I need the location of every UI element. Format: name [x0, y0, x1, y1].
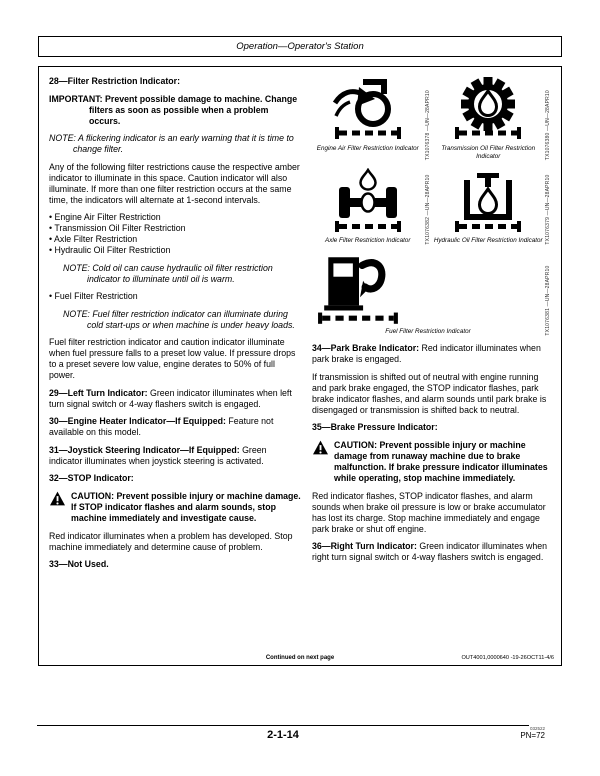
figure-engine-air-filter: [312, 76, 433, 160]
section-35-title: 35—Brake Pressure Indicator:: [312, 422, 438, 433]
list-item: • Fuel Filter Restriction: [49, 291, 301, 302]
hydraulic-oil-filter-icon: [449, 168, 527, 234]
figure-axle-filter: [312, 168, 433, 245]
note-flickering: NOTE: A flickering indicator is an early warning that it is time to change filter.: [49, 133, 294, 154]
paragraph-brake-pressure: Red indicator flashes, STOP indicator flashes, and alarm sounds when brake oil pressure is low or brake accumulator has lost its charge. Stop machine immediately and engage park brake or shut off engine.: [312, 490, 546, 534]
section-29: [49, 388, 301, 410]
figure-caption: Engine Air Filter Restriction Indicator: [316, 145, 419, 152]
section-33-title: 33—Not Used.: [49, 559, 109, 569]
figure-row-2: [312, 168, 553, 245]
continued-note: Continued on next page: [265, 655, 335, 661]
two-column-layout: [39, 67, 561, 579]
figure-id-code: TX1076382 —UN—28APR10: [424, 174, 431, 245]
figure-row-1: [312, 76, 553, 160]
caution-stop-indicator: [49, 491, 301, 524]
note-fuel-filter: NOTE: Fuel filter restriction indicator can illuminate during cold start-ups or when machine is under heavy loads.: [63, 308, 295, 330]
figure-row-3: [312, 253, 553, 336]
pn-number: PN=72: [520, 731, 545, 740]
section-29-label: 29—Left Turn Indicator:: [49, 387, 148, 398]
left-column: [49, 76, 301, 577]
section-31-text: Green indicator illuminates when joystick steering is activated.: [49, 444, 267, 466]
figure-caption: Transmission Oil Filter Restriction Indicator: [441, 145, 536, 160]
figure-id-code: TX1076381 —UN—28APR10: [545, 265, 551, 336]
section-34-label: 34—Park Brake Indicator:: [312, 343, 420, 354]
warning-triangle-icon: [312, 440, 329, 458]
warning-triangle-icon: [49, 491, 66, 509]
page-header-box: [38, 36, 562, 57]
section-30-label: 30—Engine Heater Indicator—If Equipped:: [49, 416, 226, 426]
figure-id-code: TX1076378 —UN—28APR10: [424, 90, 431, 161]
section-29-text: Green indicator illuminates when left turn signal switch or 4-way flashers switch is engaged.: [49, 387, 292, 409]
print-code: 032522: [529, 726, 545, 731]
figure-id-code: TX1076380 —UN—28APR10: [545, 90, 551, 161]
engine-air-filter-icon: [329, 76, 407, 142]
figure-transmission-oil-filter: [433, 76, 554, 160]
document-code: OUT4001,0000640 -19-26OCT11-4/6: [461, 655, 554, 661]
caution-brake-text: CAUTION: Prevent possible injury or machine damage from runaway machine due to brake malfunction. If brake pressure indicator illuminates while operating, stop machine immediately.: [334, 439, 548, 483]
footer-rule: [37, 725, 529, 726]
section-36-label: 36—Right Turn Indicator:: [312, 541, 417, 552]
section-31: [49, 445, 301, 467]
caution-brake-pressure: [312, 440, 553, 484]
figure-fuel-filter: [312, 253, 553, 336]
list-item: • Transmission Oil Filter Restriction: [49, 223, 301, 234]
paragraph-filter-restrictions: Any of the following filter restrictions cause the respective amber indicator to illuminate in this space. Caution indicator will also illuminate. If more than one filter restriction occurs at the same time, the indicators will alternate at 1-second intervals.: [49, 161, 300, 205]
figure-hydraulic-oil-filter: [433, 168, 554, 245]
section-30: [49, 416, 301, 438]
fuel-pump-icon: [316, 253, 402, 325]
list-item: • Engine Air Filter Restriction: [49, 212, 301, 223]
section-31-label: 31—Joystick Steering Indicator—If Equipped:: [49, 444, 240, 455]
section-36: [312, 541, 553, 563]
caution-stop-text: CAUTION: Prevent possible injury or machine damage. If STOP indicator flashes and alarm sounds, stop machine immediately and investigate cause.: [71, 490, 301, 523]
fuel-filter-list: [49, 291, 301, 302]
filter-restriction-list: [49, 212, 301, 256]
figure-id-code: TX1076379 —UN—28APR10: [545, 174, 551, 245]
pn-block: [520, 726, 545, 740]
section-28-title: 28—Filter Restriction Indicator:: [49, 76, 180, 86]
section-34-text: Red indicator illuminates when park brake is engaged.: [312, 343, 541, 365]
paragraph-stop: Red indicator illuminates when a problem has developed. Stop machine immediately and determine cause of problem.: [49, 530, 293, 552]
list-item: • Axle Filter Restriction: [49, 234, 301, 245]
paragraph-neutral-shift: If transmission is shifted out of neutral with engine running and park brake engaged, the STOP indicator flashes, park brake indicator flashes, and alarm sounds until park brake is disengaged or transmission is shifted back to neutral.: [312, 371, 547, 415]
section-30-text: Feature not available on this model.: [49, 416, 274, 437]
figure-caption: Axle Filter Restriction Indicator: [325, 237, 411, 245]
important-notice: IMPORTANT: Prevent possible damage to machine. Change filters as soon as possible when a problem occurs.: [49, 93, 298, 126]
figure-caption: Fuel Filter Restriction Indicator: [385, 327, 471, 335]
figure-caption: Hydraulic Oil Filter Restriction Indicator: [433, 237, 543, 245]
section-32-title: 32—STOP Indicator:: [49, 473, 134, 483]
axle-filter-icon: [329, 168, 407, 234]
paragraph-fuel-filter: Fuel filter restriction indicator and caution indicator illuminate when fuel pressure falls to a preset low value. If pressure drops to a preset severe low value, engine derates to 50% of full power.: [49, 337, 296, 380]
page-number: 2-1-14: [267, 729, 299, 741]
note-cold-oil: NOTE: Cold oil can cause hydraulic oil filter restriction indicator to illuminate until oil is warm.: [63, 262, 273, 284]
list-item: • Hydraulic Oil Filter Restriction: [49, 245, 301, 256]
header-title: Operation—Operator's Station: [236, 41, 364, 52]
transmission-oil-filter-icon: [449, 76, 527, 142]
content-box: [38, 66, 562, 666]
section-34: [312, 343, 553, 365]
right-column: [312, 76, 553, 577]
section-36-text: Green indicator illuminates when right turn signal switch or 4-way flashers switch is engaged.: [312, 541, 547, 563]
